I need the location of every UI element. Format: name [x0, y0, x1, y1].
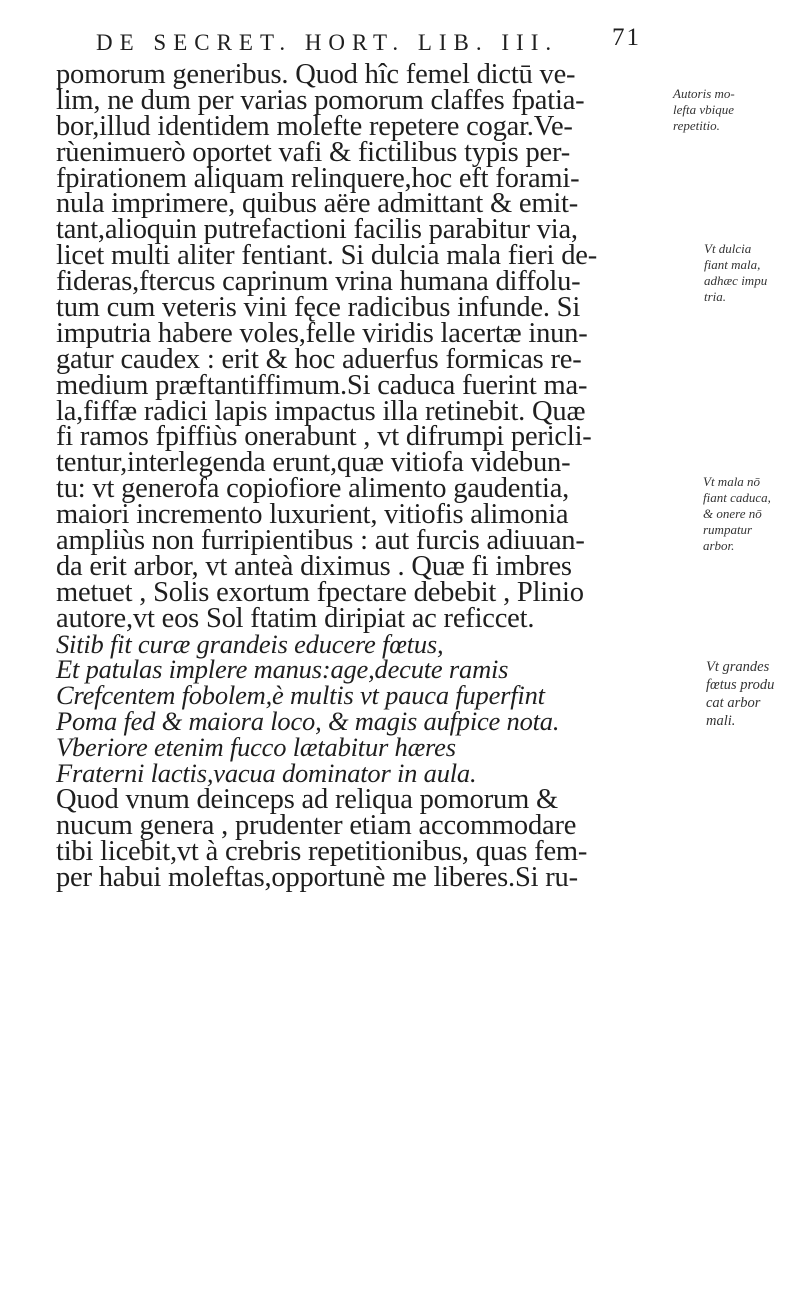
text-line: rùenimuerò oportet vafi & fictilibus typis per-: [56, 136, 570, 168]
text-line: Vberiore etenim fucco lætabitur hæres: [56, 732, 456, 763]
main-text-block: [56, 59, 696, 893]
text-line: da erit arbor, vt anteà diximus . Quæ fi imbres: [56, 550, 572, 582]
text-line: fpirationem aliquam relinquere,hoc eft forami-: [56, 162, 580, 194]
text-line: gatur caudex : erit & hoc aduerfus formicas re-: [56, 343, 582, 375]
text-line: imputria habere voles,felle viridis lacertæ inun-: [56, 317, 588, 349]
text-line: maiori incremento luxurient, vitiofis alimonia: [56, 499, 569, 531]
text-line: Quod vnum deinceps ad reliqua pomorum &: [56, 783, 558, 815]
text-line: licet multi aliter fentiant. Si dulcia mala fieri de-: [56, 240, 597, 272]
margin-note-line: fiant caduca,: [703, 490, 771, 505]
text-line: metuet , Solis exortum fpectare debebit , Plinio: [56, 576, 584, 608]
text-line: tu: vt generofa copiofiore alimento gaudentia,: [56, 473, 570, 505]
margin-note-line: Vt grandes: [706, 659, 770, 675]
text-line: lim, ne dum per varias pomorum claffes fpatia-: [56, 84, 585, 116]
margin-note-line: adhæc impu: [704, 273, 768, 288]
text-line: tant,alioquin putrefactioni facilis parabitur via,: [56, 214, 578, 246]
text-line: ampliùs non furripientibus : aut furcis adiuuan-: [56, 525, 585, 557]
text-line: bor,illud identidem molefte repetere cogar.Ve-: [56, 110, 573, 142]
margin-note-large-fruit: [706, 658, 774, 730]
text-line: fideras,ftercus caprinum vrina humana diffolu-: [56, 266, 581, 298]
margin-note-line: arbor.: [703, 538, 735, 553]
text-line: nucum genera , prudenter etiam accommodare: [56, 809, 577, 841]
margin-note-line: & onere nō: [703, 506, 762, 521]
text-line: fi ramos fpiffiùs onerabunt , vt difrumpi pericli-: [56, 421, 592, 453]
margin-note-falling-fruit: [703, 474, 771, 554]
margin-note-line: tria.: [704, 289, 727, 304]
text-line: tum cum veteris vini fęce radicibus infunde. Si: [56, 292, 581, 324]
margin-note-line: rumpatur: [703, 522, 753, 537]
page-number: 71: [612, 24, 641, 51]
text-line: tibi licebit,vt à crebris repetitionibus, quas fem-: [56, 835, 588, 867]
text-line: pomorum generibus. Quod hîc femel dictū ve-: [56, 59, 576, 90]
margin-note-line: fiant mala,: [704, 257, 761, 272]
text-line: Poma fed & maiora loco, & magis aufpice nota.: [56, 706, 560, 737]
margin-note-line: fœtus produ: [706, 677, 775, 693]
text-line: nula imprimere, quibus aëre admittant & emit-: [56, 188, 579, 220]
running-head: [96, 16, 656, 56]
text-line: Sitib fit curæ grandeis educere fœtus,: [56, 628, 444, 659]
text-line: autore,vt eos Sol ftatim diripiat ac reficcet.: [56, 602, 535, 634]
margin-note-line: mali.: [706, 713, 736, 729]
running-head-title: DE SECRET. HORT. LIB. III.: [96, 30, 559, 55]
text-line: Crefcentem fobolem,è multis vt pauca fuperfint: [56, 680, 545, 711]
margin-note-line: cat arbor: [706, 695, 761, 711]
text-line: Fraterni lactis,vacua dominator in aula.: [56, 758, 477, 789]
text-line: per habui moleftas,opportunè me liberes.Si ru-: [56, 861, 578, 893]
margin-note-line: Autoris mo-: [673, 86, 735, 101]
text-line: la,fiffæ radici lapis impactus illa retinebit. Quæ: [56, 395, 586, 427]
margin-note-sweet-apples: [704, 241, 767, 305]
text-line: Et patulas implere manus:age,decute ramis: [56, 654, 509, 685]
margin-note-line: lefta vbique: [673, 102, 735, 117]
text-line: medium præftantiffimum.Si caduca fuerint ma-: [56, 369, 588, 401]
margin-note-line: Vt dulcia: [704, 241, 752, 256]
margin-note-line: repetitio.: [673, 118, 720, 133]
text-line: tentur,interlegenda erunt,quæ vitiofa videbun-: [56, 447, 571, 479]
margin-note-line: Vt mala nō: [703, 474, 761, 489]
